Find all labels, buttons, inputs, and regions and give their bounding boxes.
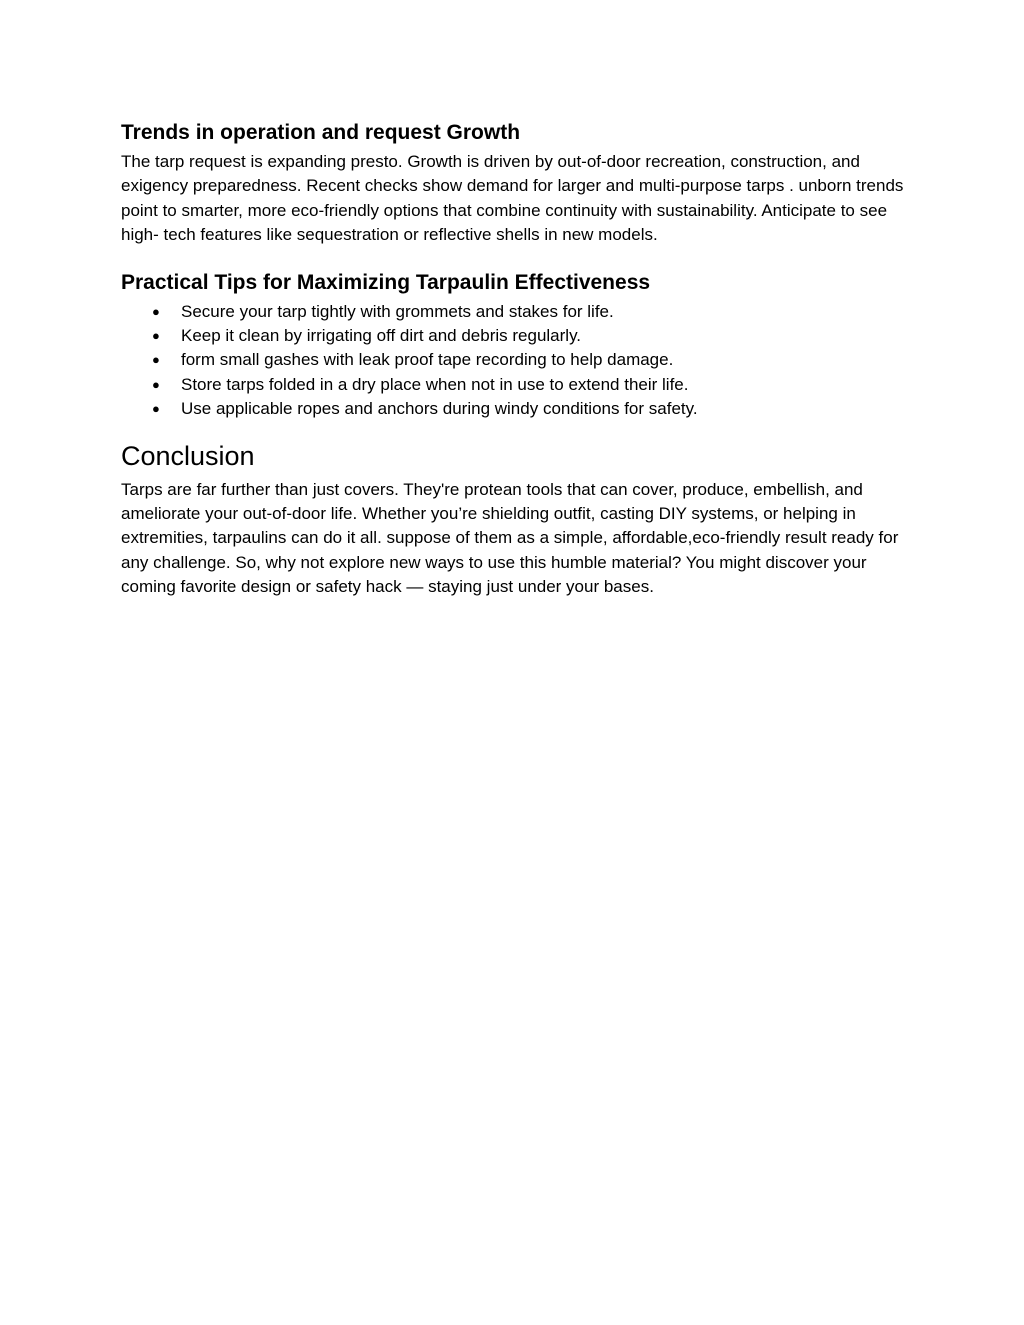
conclusion-paragraph: Tarps are far further than just covers. They're protean tools that can cover, produce, embellish, and ameliorate your out-of-door life. Whether you’re shielding outfit, casting DIY systems, or helping in extremities, tarpaulins can do it all. suppose of them as a simple, affordable,eco-friendly result ready for any challenge. So, why not explore new ways to use this humble material? You might discover your coming favorite design or safety hack — staying just under your bases. [121, 479, 899, 597]
list-item-text: form small gashes with leak proof tape recording to help damage. [181, 350, 674, 370]
list-item-text: Secure your tarp tightly with grommets and stakes for life. [181, 301, 614, 321]
list-item [121, 397, 911, 421]
section-spacer [121, 422, 911, 438]
list-item [121, 324, 911, 348]
bullet-icon: ● [152, 328, 160, 344]
trends-paragraph: The tarp request is expanding presto. Growth is driven by out-of-door recreation, construction, and exigency preparedness. Recent checks show demand for larger and multi-purpose tarps . unborn trends point to smarter, more eco-friendly options that combine continuity with sustainability. Anticipate to see high- tech features like sequestration or reflective shells in new models. [121, 152, 904, 245]
list-item-text: Use applicable ropes and anchors during windy conditions for safety. [181, 399, 698, 419]
bullet-icon: ● [152, 303, 160, 319]
document-page [121, 118, 911, 600]
list-item [121, 373, 911, 397]
list-item [121, 300, 911, 324]
conclusion-heading: Conclusion [121, 440, 255, 471]
tips-list [121, 300, 911, 422]
list-item-text: Store tarps folded in a dry place when not in use to extend their life. [181, 374, 689, 394]
list-item-text: Keep it clean by irrigating off dirt and debris regularly. [181, 326, 582, 346]
bullet-icon: ● [152, 376, 160, 392]
tips-heading: Practical Tips for Maximizing Tarpaulin Effectiveness [121, 270, 651, 294]
list-item [121, 348, 911, 372]
section-spacer [121, 248, 911, 268]
trends-heading: Trends in operation and request Growth [121, 121, 521, 144]
bullet-icon: ● [152, 352, 160, 368]
bullet-icon: ● [152, 401, 160, 417]
